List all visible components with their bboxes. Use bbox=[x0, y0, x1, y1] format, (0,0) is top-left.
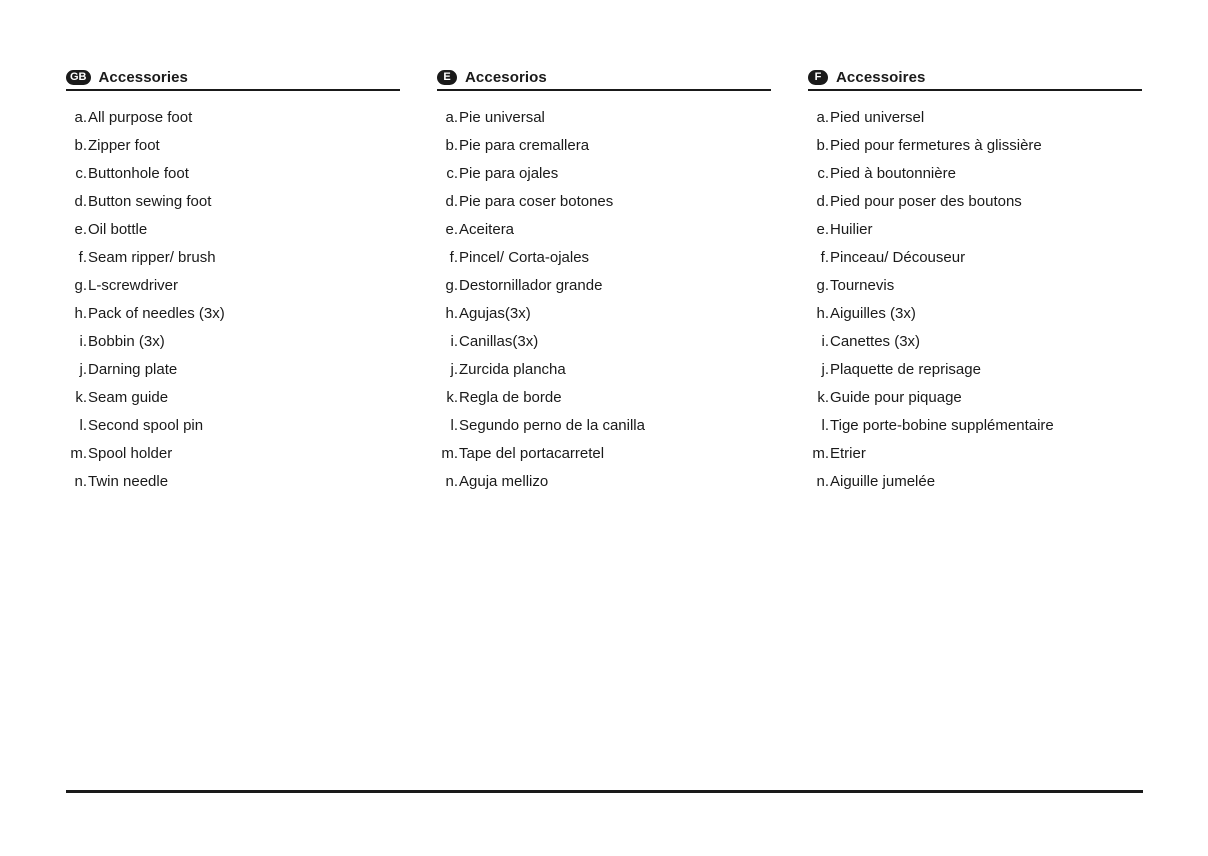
item-letter: m. bbox=[812, 445, 829, 462]
list-item bbox=[808, 356, 1142, 384]
item-text: Aceitera bbox=[459, 221, 515, 238]
item-letter: b. bbox=[816, 137, 829, 154]
item-text: Canillas(3x) bbox=[459, 333, 539, 350]
list-item bbox=[808, 328, 1142, 356]
accessory-list bbox=[66, 104, 400, 496]
list-item bbox=[66, 412, 400, 440]
list-item bbox=[66, 216, 400, 244]
item-text: L-screwdriver bbox=[88, 277, 179, 294]
item-text: Pack of needles (3x) bbox=[88, 305, 225, 322]
item-text: Bobbin (3x) bbox=[88, 333, 165, 350]
list-item bbox=[437, 272, 771, 300]
item-letter: f. bbox=[78, 249, 87, 266]
item-letter: f. bbox=[820, 249, 829, 266]
item-text: Pie para ojales bbox=[459, 165, 559, 182]
bottom-divider bbox=[66, 790, 1143, 793]
accessories-column-fr bbox=[808, 66, 1142, 496]
item-text: Segundo perno de la canilla bbox=[459, 417, 645, 434]
item-letter: h. bbox=[74, 305, 87, 322]
item-text: Pied à boutonnière bbox=[830, 165, 956, 182]
list-item bbox=[808, 188, 1142, 216]
list-item bbox=[808, 300, 1142, 328]
item-text: Tape del portacarretel bbox=[459, 445, 605, 462]
item-letter: i. bbox=[450, 333, 458, 350]
list-item bbox=[437, 328, 771, 356]
column-header bbox=[808, 66, 1142, 91]
item-letter: g. bbox=[74, 277, 87, 294]
item-text: Pied pour poser des boutons bbox=[830, 193, 1022, 210]
list-item bbox=[437, 244, 771, 272]
column-title: Accesorios bbox=[465, 68, 547, 86]
item-text: Pied universel bbox=[830, 109, 925, 126]
item-letter: n. bbox=[74, 473, 87, 490]
accessories-column-es bbox=[437, 66, 771, 496]
item-text: Regla de borde bbox=[459, 389, 562, 406]
list-item bbox=[66, 440, 400, 468]
list-item bbox=[437, 160, 771, 188]
item-text: Buttonhole foot bbox=[88, 165, 189, 182]
item-letter: n. bbox=[445, 473, 458, 490]
list-item bbox=[66, 356, 400, 384]
item-letter: e. bbox=[445, 221, 458, 238]
item-letter: l. bbox=[821, 417, 829, 434]
list-item bbox=[66, 384, 400, 412]
item-text: Plaquette de reprisage bbox=[830, 361, 981, 378]
column-header bbox=[66, 66, 400, 91]
item-letter: b. bbox=[74, 137, 87, 154]
item-text: Aiguille jumelée bbox=[830, 473, 936, 490]
item-letter: j. bbox=[450, 361, 458, 378]
item-letter: l. bbox=[79, 417, 87, 434]
item-letter: e. bbox=[74, 221, 87, 238]
list-item bbox=[808, 160, 1142, 188]
item-letter: m. bbox=[70, 445, 87, 462]
language-badge-fr: F bbox=[808, 70, 828, 85]
item-letter: g. bbox=[816, 277, 829, 294]
item-text: Spool holder bbox=[88, 445, 173, 462]
item-letter: h. bbox=[816, 305, 829, 322]
item-text: Pie para coser botones bbox=[459, 193, 614, 210]
item-letter: c. bbox=[75, 165, 87, 182]
list-item bbox=[808, 468, 1142, 496]
item-letter: f. bbox=[449, 249, 458, 266]
item-text: Tige porte-bobine supplémentaire bbox=[830, 417, 1054, 434]
item-letter: j. bbox=[79, 361, 87, 378]
item-text: Pie universal bbox=[459, 109, 545, 126]
column-title: Accessories bbox=[98, 68, 188, 86]
list-item bbox=[66, 188, 400, 216]
item-text: Aiguilles (3x) bbox=[830, 305, 916, 322]
list-item bbox=[808, 440, 1142, 468]
language-badge-es: E bbox=[437, 70, 457, 85]
list-item bbox=[437, 216, 771, 244]
list-item bbox=[437, 356, 771, 384]
item-letter: c. bbox=[446, 165, 458, 182]
accessory-list bbox=[437, 104, 771, 496]
item-text: Oil bottle bbox=[88, 221, 148, 238]
list-item bbox=[66, 244, 400, 272]
item-letter: i. bbox=[79, 333, 87, 350]
item-text: Zurcida plancha bbox=[459, 361, 566, 378]
list-item bbox=[66, 328, 400, 356]
item-letter: a. bbox=[816, 109, 829, 126]
item-text: Pincel/ Corta-ojales bbox=[459, 249, 590, 266]
list-item bbox=[66, 300, 400, 328]
item-letter: d. bbox=[74, 193, 87, 210]
list-item bbox=[808, 412, 1142, 440]
item-letter: d. bbox=[445, 193, 458, 210]
column-title: Accessoires bbox=[836, 68, 926, 86]
item-letter: k. bbox=[817, 389, 829, 406]
item-text: Pie para cremallera bbox=[459, 137, 590, 154]
item-text: Darning plate bbox=[88, 361, 178, 378]
item-text: All purpose foot bbox=[88, 109, 193, 126]
list-item bbox=[437, 384, 771, 412]
list-item bbox=[808, 132, 1142, 160]
list-item bbox=[437, 412, 771, 440]
item-text: Canettes (3x) bbox=[830, 333, 921, 350]
list-item bbox=[66, 272, 400, 300]
list-item bbox=[437, 188, 771, 216]
item-letter: a. bbox=[74, 109, 87, 126]
item-text: Button sewing foot bbox=[88, 193, 212, 210]
list-item bbox=[66, 132, 400, 160]
accessory-list bbox=[808, 104, 1142, 496]
item-letter: a. bbox=[445, 109, 458, 126]
item-letter: d. bbox=[816, 193, 829, 210]
item-text: Guide pour piquage bbox=[830, 389, 962, 406]
column-header bbox=[437, 66, 771, 91]
list-item bbox=[808, 272, 1142, 300]
list-item bbox=[66, 160, 400, 188]
item-text: Destornillador grande bbox=[459, 277, 603, 294]
item-text: Pied pour fermetures à glissière bbox=[830, 137, 1042, 154]
item-text: Aguja mellizo bbox=[459, 473, 549, 490]
list-item bbox=[808, 244, 1142, 272]
accessories-column-gb bbox=[66, 66, 400, 496]
item-letter: j. bbox=[821, 361, 829, 378]
item-letter: c. bbox=[817, 165, 829, 182]
item-text: Agujas(3x) bbox=[459, 305, 531, 322]
item-letter: k. bbox=[446, 389, 458, 406]
list-item bbox=[437, 104, 771, 132]
item-text: Etrier bbox=[830, 445, 866, 462]
item-text: Seam ripper/ brush bbox=[88, 249, 216, 266]
list-item bbox=[437, 440, 771, 468]
item-text: Seam guide bbox=[88, 389, 169, 406]
item-letter: l. bbox=[450, 417, 458, 434]
item-letter: h. bbox=[445, 305, 458, 322]
item-text: Tournevis bbox=[830, 277, 895, 294]
item-letter: b. bbox=[445, 137, 458, 154]
list-item bbox=[437, 468, 771, 496]
list-item bbox=[808, 384, 1142, 412]
list-item bbox=[808, 104, 1142, 132]
list-item bbox=[808, 216, 1142, 244]
list-item bbox=[437, 132, 771, 160]
item-text: Pinceau/ Découseur bbox=[830, 249, 966, 266]
item-text: Second spool pin bbox=[88, 417, 204, 434]
item-letter: i. bbox=[821, 333, 829, 350]
list-item bbox=[66, 468, 400, 496]
list-item bbox=[66, 104, 400, 132]
item-text: Huilier bbox=[830, 221, 873, 238]
item-letter: k. bbox=[75, 389, 87, 406]
language-badge-gb: GB bbox=[66, 70, 91, 85]
item-letter: m. bbox=[441, 445, 458, 462]
item-letter: n. bbox=[816, 473, 829, 490]
list-item bbox=[437, 300, 771, 328]
item-text: Zipper foot bbox=[88, 137, 160, 154]
item-text: Twin needle bbox=[88, 473, 169, 490]
item-letter: g. bbox=[445, 277, 458, 294]
item-letter: e. bbox=[816, 221, 829, 238]
